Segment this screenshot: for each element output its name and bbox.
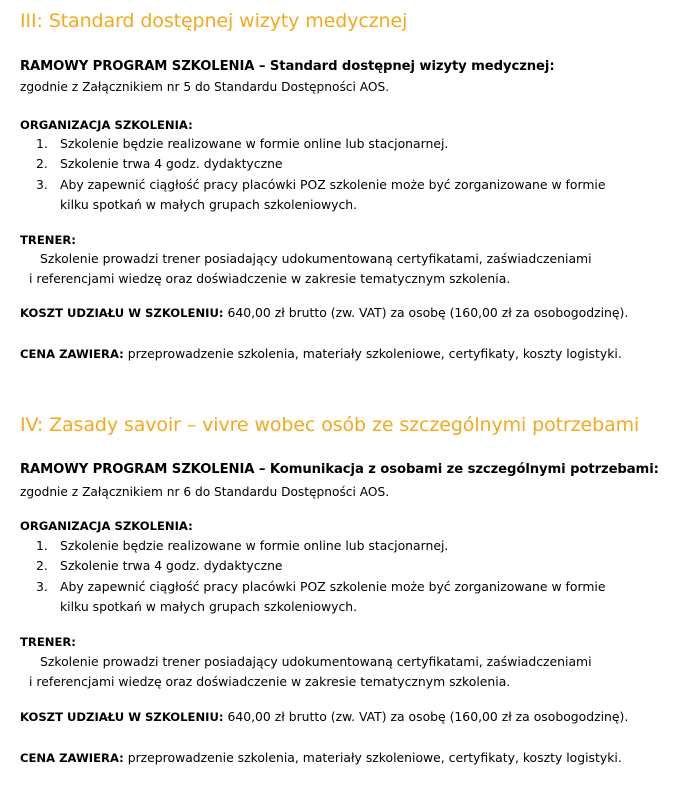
list-item-number: 2. <box>36 558 48 573</box>
list-item-continuation: kilku spotkań w małych grupach szkoleniowych. <box>60 197 358 212</box>
list-item <box>36 579 606 595</box>
program-subtitle: zgodnie z Załącznikiem nr 6 do Standardu Dostępności AOS. <box>20 485 390 499</box>
program-title: RAMOWY PROGRAM SZKOLENIA – Komunikacja z osobami ze szczególnymi potrzebami: <box>20 462 659 477</box>
list-item-continuation: kilku spotkań w małych grupach szkoleniowych. <box>60 599 358 614</box>
list-item-text: Aby zapewnić ciągłość pracy placówki POZ szkolenie może być zorganizowane w formie <box>60 177 606 192</box>
list-item-number: 1. <box>36 538 48 553</box>
includes-line <box>20 346 622 362</box>
list-item <box>36 136 448 152</box>
includes-label: CENA ZAWIERA: <box>20 347 124 361</box>
cost-line <box>20 305 628 321</box>
includes-value: przeprowadzenie szkolenia, materiały szkoleniowe, certyfikaty, koszty logistyki. <box>123 750 622 765</box>
cost-value: 640,00 zł brutto (zw. VAT) za osobę (160,00 zł za osobogodzinę). <box>223 305 629 320</box>
list-item-number: 1. <box>36 136 48 151</box>
includes-label: CENA ZAWIERA: <box>20 751 124 765</box>
trainer-label: TRENER: <box>20 635 76 649</box>
cost-line <box>20 709 628 725</box>
list-item <box>36 156 283 172</box>
includes-line <box>20 750 622 766</box>
program-subtitle: zgodnie z Załącznikiem nr 5 do Standardu Dostępności AOS. <box>20 80 390 94</box>
trainer-description: i referencjami wiedzę oraz doświadczenie w zakresie tematycznym szkolenia. <box>29 271 511 286</box>
trainer-description: i referencjami wiedzę oraz doświadczenie w zakresie tematycznym szkolenia. <box>29 674 511 689</box>
organization-label: ORGANIZACJA SZKOLENIA: <box>20 519 193 533</box>
trainer-description: Szkolenie prowadzi trener posiadający udokumentowaną certyfikatami, zaświadczeniami <box>40 251 592 266</box>
includes-value: przeprowadzenie szkolenia, materiały szkoleniowe, certyfikaty, koszty logistyki. <box>123 346 622 361</box>
organization-label: ORGANIZACJA SZKOLENIA: <box>20 118 193 132</box>
list-item-text: Szkolenie będzie realizowane w formie online lub stacjonarnej. <box>60 136 449 151</box>
trainer-description: Szkolenie prowadzi trener posiadający udokumentowaną certyfikatami, zaświadczeniami <box>40 654 592 669</box>
list-item <box>36 538 448 554</box>
section-heading: III: Standard dostępnej wizyty medycznej <box>20 10 408 32</box>
cost-value: 640,00 zł brutto (zw. VAT) za osobę (160,00 zł za osobogodzinę). <box>223 709 629 724</box>
program-title: RAMOWY PROGRAM SZKOLENIA – Standard dostępnej wizyty medycznej: <box>20 59 555 74</box>
list-item <box>36 558 283 574</box>
list-item <box>36 177 606 193</box>
list-item-number: 3. <box>36 177 48 192</box>
list-item-text: Aby zapewnić ciągłość pracy placówki POZ szkolenie może być zorganizowane w formie <box>60 579 606 594</box>
list-item-number: 3. <box>36 579 48 594</box>
cost-label: KOSZT UDZIAŁU W SZKOLENIU: <box>20 306 224 320</box>
list-item-text: Szkolenie trwa 4 godz. dydaktyczne <box>60 558 283 573</box>
list-item-text: Szkolenie trwa 4 godz. dydaktyczne <box>60 156 283 171</box>
trainer-label: TRENER: <box>20 233 76 247</box>
section-heading: IV: Zasady savoir – vivre wobec osób ze szczególnymi potrzebami <box>20 414 640 436</box>
cost-label: KOSZT UDZIAŁU W SZKOLENIU: <box>20 710 224 724</box>
list-item-number: 2. <box>36 156 48 171</box>
list-item-text: Szkolenie będzie realizowane w formie online lub stacjonarnej. <box>60 538 449 553</box>
